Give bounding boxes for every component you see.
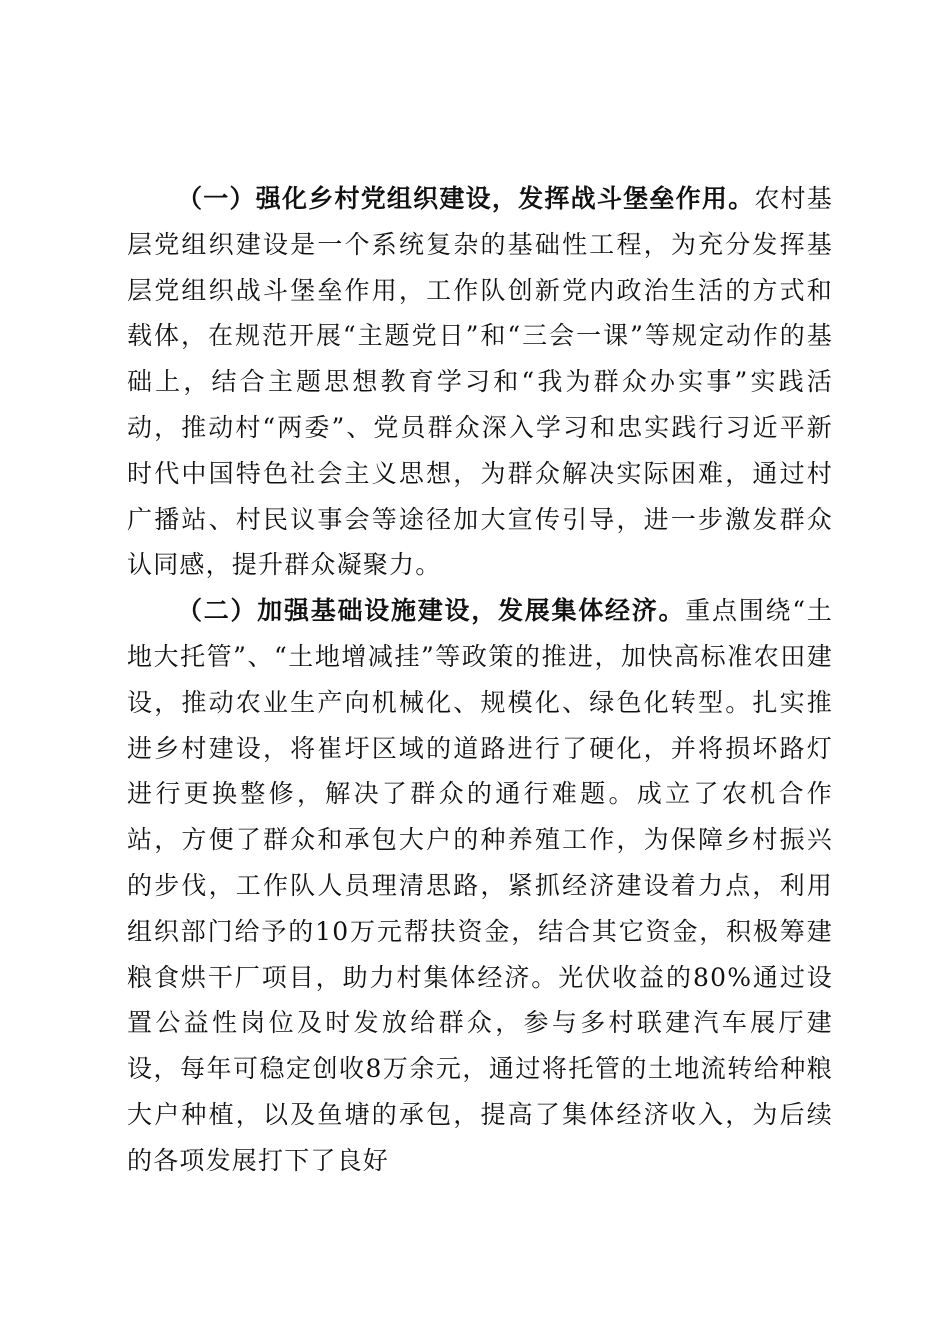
paragraph-2-body: 重点围绕“土地大托管”、“土地增减挂”等政策的推进，加快高标准农田建设，推动农业生产向机械化、规模化、绿色化转型。扎实推进乡村建设，将崔圩区域的道路进行了硬化，并将损坏路灯进行更换整修，解决了群众的通行难题。成立了农机合作站，方便了群众和承包大户的种养殖工作，为保障乡村振兴的步伐，工作队人员理清思路，紧抓经济建设着力点，利用组织部门给予的10万元帮扶资金，结合其它资金，积极筹建粮食烘干厂项目，助力村集体经济。光伏收益的80%通过设置公益性岗位及时发放给群众，参与多村联建汽车展厅建设，每年可稳定创收8万余元，通过将托管的土地流转给种粮大户种植，以及鱼塘的承包，提高了集体经济收入，为后续的各项发展打下了良好 [127, 596, 833, 1175]
paragraph-1-body: 农村基层党组织建设是一个系统复杂的基础性工程，为充分发挥基层党组织战斗堡垒作用，工作队创新党内政治生活的方式和载体，在规范开展“主题党日”和“三会一课”等规定动作的基础上，结合主题思想教育学习和“我为群众办实事”实践活动，推动村“两委”、党员群众深入学习和忠实践行习近平新时代中国特色社会主义思想，为群众解决实际困难，通过村广播站、村民议事会等途径加大宣传引导，进一步激发群众认同感，提升群众凝聚力。 [127, 184, 833, 580]
document-body [127, 176, 833, 1184]
paragraph-1-heading: （一）强化乡村党组织建设，发挥战斗堡垒作用。 [177, 184, 755, 213]
paragraph-2-heading: （二）加强基础设施建设，发展集体经济。 [177, 596, 686, 626]
paragraph-1 [127, 176, 833, 588]
paragraph-2 [127, 588, 833, 1183]
